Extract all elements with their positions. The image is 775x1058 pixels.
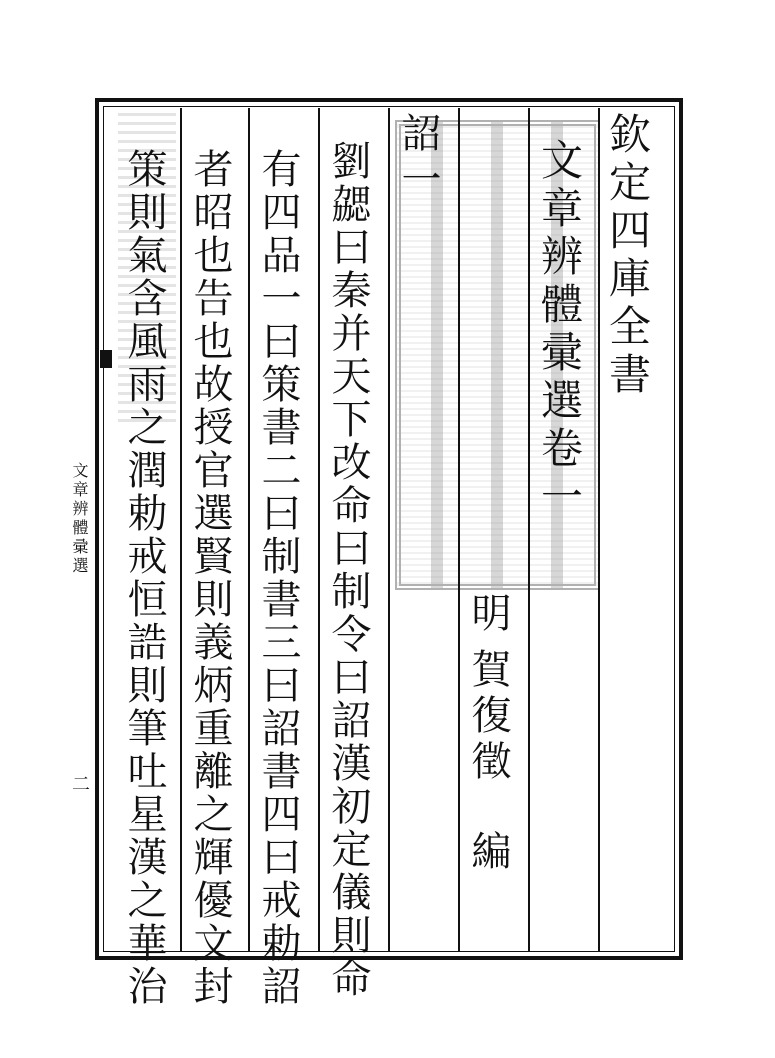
- author-name: 賀復徵: [465, 648, 511, 786]
- page-number: 二: [72, 774, 90, 795]
- column-rule: [598, 108, 600, 952]
- section-label: 詔一: [395, 112, 441, 204]
- body-column-2: 有四品一曰策書二曰制書三曰詔書四曰戒勅詔: [255, 148, 301, 1008]
- fishtail-mark: [100, 350, 112, 368]
- body-column-4: 策則氣含風雨之潤勅戒恒誥則筆吐星漢之華治: [121, 148, 167, 1008]
- author-dynasty: 明: [465, 592, 511, 638]
- running-title: 文章辨體彚選: [70, 462, 89, 576]
- column-rule: [458, 108, 460, 952]
- body-column-3: 者昭也告也故授官選賢則義炳重離之輝優文封: [187, 148, 233, 1008]
- column-rule: [388, 108, 390, 952]
- body-column-1: 劉勰曰秦并天下改命曰制令曰詔漢初定儀則命: [325, 140, 371, 1000]
- column-rule: [180, 108, 182, 952]
- author-role: 編: [465, 830, 511, 876]
- book-title: 文章辨體彚選卷一: [535, 138, 584, 522]
- collection-title: 欽定四庫全書: [603, 112, 652, 400]
- column-rule: [318, 108, 320, 952]
- column-rule: [248, 108, 250, 952]
- column-rule: [528, 108, 530, 952]
